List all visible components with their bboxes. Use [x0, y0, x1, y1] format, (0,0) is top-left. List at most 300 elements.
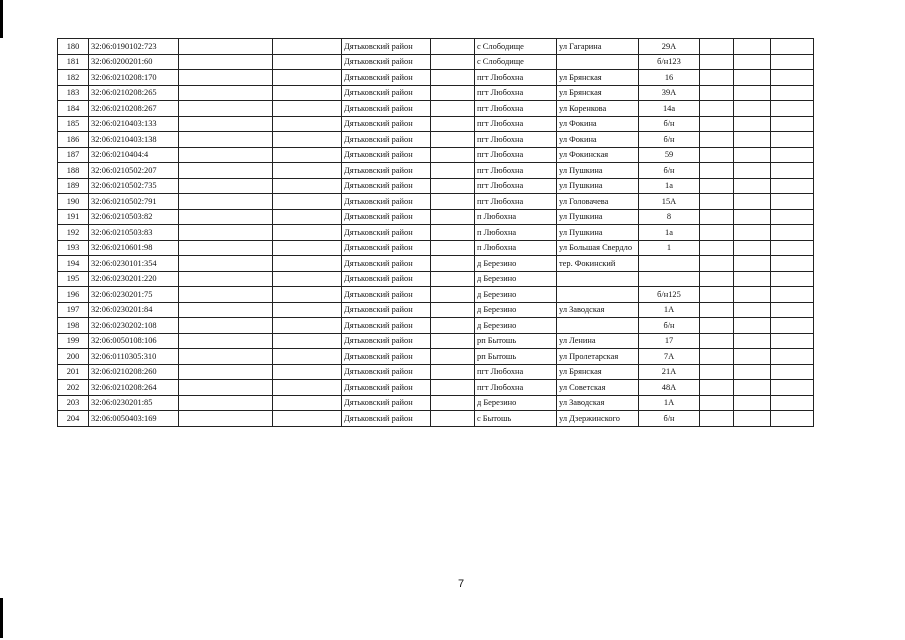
empty-cell — [771, 395, 814, 411]
street: ул Головачева — [557, 194, 639, 210]
table-row — [58, 225, 814, 241]
empty-cell — [771, 225, 814, 241]
district: Дятьковский район — [342, 287, 431, 303]
row-number: 187 — [58, 147, 89, 163]
empty-cell — [179, 364, 273, 380]
empty-cell — [734, 302, 771, 318]
empty-cell — [771, 287, 814, 303]
empty-cell — [700, 271, 734, 287]
empty-cell — [431, 163, 475, 179]
row-number: 185 — [58, 116, 89, 132]
district: Дятьковский район — [342, 225, 431, 241]
settlement: пгт Любохна — [475, 364, 557, 380]
table-row — [58, 101, 814, 117]
empty-cell — [273, 302, 342, 318]
district: Дятьковский район — [342, 147, 431, 163]
table-row — [58, 302, 814, 318]
row-number: 186 — [58, 132, 89, 148]
house-number: 16 — [639, 70, 700, 86]
empty-cell — [700, 116, 734, 132]
empty-cell — [273, 256, 342, 272]
empty-cell — [734, 271, 771, 287]
empty-cell — [179, 116, 273, 132]
house-number: 14а — [639, 101, 700, 117]
settlement: п Любохна — [475, 225, 557, 241]
empty-cell — [431, 194, 475, 210]
settlement: д Березино — [475, 395, 557, 411]
empty-cell — [273, 225, 342, 241]
house-number: б/н123 — [639, 54, 700, 70]
table-row — [58, 132, 814, 148]
table-row — [58, 287, 814, 303]
cadastral-number: 32:06:0210502:207 — [89, 163, 179, 179]
row-number: 193 — [58, 240, 89, 256]
settlement: д Березино — [475, 271, 557, 287]
row-number: 180 — [58, 39, 89, 55]
cadastral-number: 32:06:0230201:85 — [89, 395, 179, 411]
empty-cell — [734, 349, 771, 365]
street — [557, 287, 639, 303]
empty-cell — [179, 287, 273, 303]
empty-cell — [771, 54, 814, 70]
empty-cell — [179, 132, 273, 148]
district: Дятьковский район — [342, 380, 431, 396]
house-number: 1а — [639, 225, 700, 241]
district: Дятьковский район — [342, 209, 431, 225]
scan-edge-mark — [0, 0, 3, 38]
empty-cell — [179, 256, 273, 272]
cadastral-number: 32:06:0230201:220 — [89, 271, 179, 287]
empty-cell — [431, 39, 475, 55]
district: Дятьковский район — [342, 54, 431, 70]
street: ул Заводская — [557, 302, 639, 318]
empty-cell — [179, 178, 273, 194]
empty-cell — [273, 163, 342, 179]
table-row — [58, 147, 814, 163]
empty-cell — [179, 85, 273, 101]
house-number: 59 — [639, 147, 700, 163]
empty-cell — [431, 178, 475, 194]
table-row — [58, 54, 814, 70]
cadastral-number: 32:06:0230201:75 — [89, 287, 179, 303]
cadastral-number: 32:06:0210503:82 — [89, 209, 179, 225]
empty-cell — [273, 364, 342, 380]
row-number: 199 — [58, 333, 89, 349]
district: Дятьковский район — [342, 318, 431, 334]
street: тер. Фокинский — [557, 256, 639, 272]
empty-cell — [734, 70, 771, 86]
street: ул Большая Свердло — [557, 240, 639, 256]
empty-cell — [179, 70, 273, 86]
empty-cell — [273, 287, 342, 303]
cadastral-number: 32:06:0210403:133 — [89, 116, 179, 132]
empty-cell — [700, 380, 734, 396]
settlement: пгт Любохна — [475, 147, 557, 163]
empty-cell — [734, 287, 771, 303]
empty-cell — [700, 209, 734, 225]
empty-cell — [179, 147, 273, 163]
row-number: 182 — [58, 70, 89, 86]
empty-cell — [700, 132, 734, 148]
table-row — [58, 85, 814, 101]
row-number: 201 — [58, 364, 89, 380]
scan-edge-mark — [0, 598, 3, 638]
empty-cell — [179, 194, 273, 210]
row-number: 190 — [58, 194, 89, 210]
empty-cell — [734, 333, 771, 349]
district: Дятьковский район — [342, 194, 431, 210]
district: Дятьковский район — [342, 240, 431, 256]
settlement: д Березино — [475, 302, 557, 318]
house-number — [639, 256, 700, 272]
empty-cell — [431, 240, 475, 256]
settlement: рп Бытошь — [475, 349, 557, 365]
house-number: 1а — [639, 178, 700, 194]
empty-cell — [431, 101, 475, 117]
house-number: 1А — [639, 302, 700, 318]
empty-cell — [700, 147, 734, 163]
empty-cell — [734, 178, 771, 194]
settlement: п Любохна — [475, 240, 557, 256]
row-number: 194 — [58, 256, 89, 272]
empty-cell — [734, 116, 771, 132]
settlement: пгт Любохна — [475, 194, 557, 210]
house-number: 21А — [639, 364, 700, 380]
table-row — [58, 333, 814, 349]
cadastral-number: 32:06:0230101:354 — [89, 256, 179, 272]
empty-cell — [700, 39, 734, 55]
empty-cell — [179, 318, 273, 334]
row-number: 191 — [58, 209, 89, 225]
street: ул Пролетарская — [557, 349, 639, 365]
row-number: 181 — [58, 54, 89, 70]
empty-cell — [771, 256, 814, 272]
empty-cell — [431, 287, 475, 303]
house-number: 17 — [639, 333, 700, 349]
street — [557, 271, 639, 287]
empty-cell — [700, 54, 734, 70]
empty-cell — [273, 271, 342, 287]
empty-cell — [431, 147, 475, 163]
empty-cell — [700, 256, 734, 272]
empty-cell — [734, 240, 771, 256]
empty-cell — [431, 70, 475, 86]
settlement: пгт Любохна — [475, 101, 557, 117]
settlement: рп Бытошь — [475, 333, 557, 349]
empty-cell — [700, 287, 734, 303]
house-number: б/н — [639, 116, 700, 132]
table-row — [58, 39, 814, 55]
empty-cell — [179, 271, 273, 287]
settlement: с Слободище — [475, 39, 557, 55]
cadastral-number: 32:06:0050403:169 — [89, 411, 179, 427]
table-row — [58, 256, 814, 272]
empty-cell — [771, 116, 814, 132]
empty-cell — [431, 271, 475, 287]
empty-cell — [771, 194, 814, 210]
street: ул Пушкина — [557, 163, 639, 179]
house-number: 48А — [639, 380, 700, 396]
settlement: д Березино — [475, 287, 557, 303]
empty-cell — [179, 163, 273, 179]
empty-cell — [273, 240, 342, 256]
cadastral-number: 32:06:0210503:83 — [89, 225, 179, 241]
empty-cell — [273, 132, 342, 148]
settlement: пгт Любохна — [475, 116, 557, 132]
empty-cell — [431, 302, 475, 318]
empty-cell — [734, 147, 771, 163]
row-number: 183 — [58, 85, 89, 101]
empty-cell — [273, 380, 342, 396]
table-row — [58, 240, 814, 256]
row-number: 198 — [58, 318, 89, 334]
empty-cell — [431, 116, 475, 132]
empty-cell — [179, 240, 273, 256]
cadastral-number: 32:06:0210404:4 — [89, 147, 179, 163]
house-number: 39А — [639, 85, 700, 101]
district: Дятьковский район — [342, 132, 431, 148]
empty-cell — [771, 318, 814, 334]
empty-cell — [734, 318, 771, 334]
table-row — [58, 163, 814, 179]
table-row — [58, 318, 814, 334]
empty-cell — [273, 194, 342, 210]
empty-cell — [771, 302, 814, 318]
empty-cell — [734, 256, 771, 272]
empty-cell — [431, 333, 475, 349]
empty-cell — [771, 178, 814, 194]
empty-cell — [700, 318, 734, 334]
empty-cell — [431, 132, 475, 148]
street: ул Пушкина — [557, 225, 639, 241]
empty-cell — [700, 163, 734, 179]
registry-table — [57, 38, 814, 427]
row-number: 196 — [58, 287, 89, 303]
empty-cell — [771, 147, 814, 163]
empty-cell — [431, 411, 475, 427]
settlement: пгт Любохна — [475, 163, 557, 179]
empty-cell — [700, 85, 734, 101]
empty-cell — [734, 411, 771, 427]
cadastral-number: 32:06:0210208:264 — [89, 380, 179, 396]
row-number: 195 — [58, 271, 89, 287]
cadastral-number: 32:06:0210208:170 — [89, 70, 179, 86]
empty-cell — [734, 132, 771, 148]
empty-cell — [771, 163, 814, 179]
cadastral-number: 32:06:0200201:60 — [89, 54, 179, 70]
empty-cell — [179, 333, 273, 349]
row-number: 197 — [58, 302, 89, 318]
empty-cell — [734, 209, 771, 225]
street: ул Брянская — [557, 70, 639, 86]
empty-cell — [771, 132, 814, 148]
street: ул Брянская — [557, 85, 639, 101]
empty-cell — [734, 101, 771, 117]
street: ул Фокинская — [557, 147, 639, 163]
cadastral-number: 32:06:0210403:138 — [89, 132, 179, 148]
empty-cell — [431, 349, 475, 365]
settlement: с Бытошь — [475, 411, 557, 427]
district: Дятьковский район — [342, 116, 431, 132]
house-number: 1 — [639, 240, 700, 256]
street: ул Ленина — [557, 333, 639, 349]
empty-cell — [273, 85, 342, 101]
district: Дятьковский район — [342, 411, 431, 427]
empty-cell — [431, 85, 475, 101]
house-number: 1А — [639, 395, 700, 411]
empty-cell — [734, 364, 771, 380]
cadastral-number: 32:06:0190102:723 — [89, 39, 179, 55]
empty-cell — [273, 395, 342, 411]
empty-cell — [771, 85, 814, 101]
empty-cell — [431, 209, 475, 225]
street: ул Гагарина — [557, 39, 639, 55]
page-number: 7 — [457, 578, 465, 590]
empty-cell — [179, 395, 273, 411]
settlement: с Слободище — [475, 54, 557, 70]
empty-cell — [771, 209, 814, 225]
street: ул Коренкова — [557, 101, 639, 117]
row-number: 203 — [58, 395, 89, 411]
house-number: б/н — [639, 318, 700, 334]
settlement: д Березино — [475, 256, 557, 272]
settlement: пгт Любохна — [475, 85, 557, 101]
empty-cell — [700, 194, 734, 210]
empty-cell — [179, 225, 273, 241]
cadastral-number: 32:06:0210208:267 — [89, 101, 179, 117]
cadastral-number: 32:06:0210208:260 — [89, 364, 179, 380]
cadastral-number: 32:06:0050108:106 — [89, 333, 179, 349]
empty-cell — [273, 349, 342, 365]
table-row — [58, 194, 814, 210]
empty-cell — [179, 101, 273, 117]
empty-cell — [179, 209, 273, 225]
house-number: 29А — [639, 39, 700, 55]
street: ул Пушкина — [557, 178, 639, 194]
district: Дятьковский район — [342, 178, 431, 194]
street: ул Дзержинского — [557, 411, 639, 427]
empty-cell — [273, 101, 342, 117]
empty-cell — [431, 380, 475, 396]
empty-cell — [431, 364, 475, 380]
table-row — [58, 271, 814, 287]
street: ул Брянская — [557, 364, 639, 380]
table-row — [58, 116, 814, 132]
house-number: 8 — [639, 209, 700, 225]
table-row — [58, 178, 814, 194]
empty-cell — [700, 178, 734, 194]
empty-cell — [771, 70, 814, 86]
empty-cell — [771, 271, 814, 287]
table-row — [58, 349, 814, 365]
empty-cell — [734, 395, 771, 411]
empty-cell — [771, 333, 814, 349]
empty-cell — [431, 256, 475, 272]
empty-cell — [700, 333, 734, 349]
empty-cell — [179, 380, 273, 396]
table-row — [58, 395, 814, 411]
cadastral-number: 32:06:0210601:98 — [89, 240, 179, 256]
row-number: 200 — [58, 349, 89, 365]
row-number: 184 — [58, 101, 89, 117]
street: ул Пушкина — [557, 209, 639, 225]
street: ул Советская — [557, 380, 639, 396]
table-row — [58, 364, 814, 380]
settlement: д Березино — [475, 318, 557, 334]
empty-cell — [179, 302, 273, 318]
empty-cell — [273, 209, 342, 225]
empty-cell — [734, 85, 771, 101]
empty-cell — [273, 411, 342, 427]
cadastral-number: 32:06:0210502:735 — [89, 178, 179, 194]
house-number: б/н — [639, 163, 700, 179]
settlement: пгт Любохна — [475, 70, 557, 86]
street — [557, 54, 639, 70]
empty-cell — [700, 101, 734, 117]
empty-cell — [734, 194, 771, 210]
empty-cell — [771, 380, 814, 396]
cadastral-number: 32:06:0210502:791 — [89, 194, 179, 210]
house-number: б/н — [639, 411, 700, 427]
street: ул Фокина — [557, 116, 639, 132]
table-row — [58, 411, 814, 427]
empty-cell — [700, 225, 734, 241]
empty-cell — [273, 39, 342, 55]
empty-cell — [179, 349, 273, 365]
empty-cell — [734, 39, 771, 55]
street: ул Фокина — [557, 132, 639, 148]
district: Дятьковский район — [342, 302, 431, 318]
district: Дятьковский район — [342, 333, 431, 349]
empty-cell — [431, 225, 475, 241]
empty-cell — [771, 39, 814, 55]
empty-cell — [273, 54, 342, 70]
district: Дятьковский район — [342, 163, 431, 179]
district: Дятьковский район — [342, 349, 431, 365]
district: Дятьковский район — [342, 364, 431, 380]
house-number — [639, 271, 700, 287]
empty-cell — [273, 178, 342, 194]
house-number: 7А — [639, 349, 700, 365]
empty-cell — [431, 318, 475, 334]
empty-cell — [700, 349, 734, 365]
empty-cell — [273, 333, 342, 349]
registry-rows — [58, 39, 814, 427]
district: Дятьковский район — [342, 39, 431, 55]
settlement: п Любохна — [475, 209, 557, 225]
house-number: б/н — [639, 132, 700, 148]
table-row — [58, 70, 814, 86]
cadastral-number: 32:06:0210208:265 — [89, 85, 179, 101]
empty-cell — [273, 70, 342, 86]
district: Дятьковский район — [342, 395, 431, 411]
empty-cell — [700, 70, 734, 86]
row-number: 202 — [58, 380, 89, 396]
empty-cell — [771, 411, 814, 427]
table-row — [58, 380, 814, 396]
settlement: пгт Любохна — [475, 380, 557, 396]
empty-cell — [771, 349, 814, 365]
empty-cell — [771, 364, 814, 380]
empty-cell — [700, 302, 734, 318]
house-number: 15А — [639, 194, 700, 210]
district: Дятьковский район — [342, 85, 431, 101]
empty-cell — [431, 395, 475, 411]
empty-cell — [734, 225, 771, 241]
settlement: пгт Любохна — [475, 178, 557, 194]
cadastral-number: 32:06:0110305:310 — [89, 349, 179, 365]
cadastral-number: 32:06:0230201:84 — [89, 302, 179, 318]
